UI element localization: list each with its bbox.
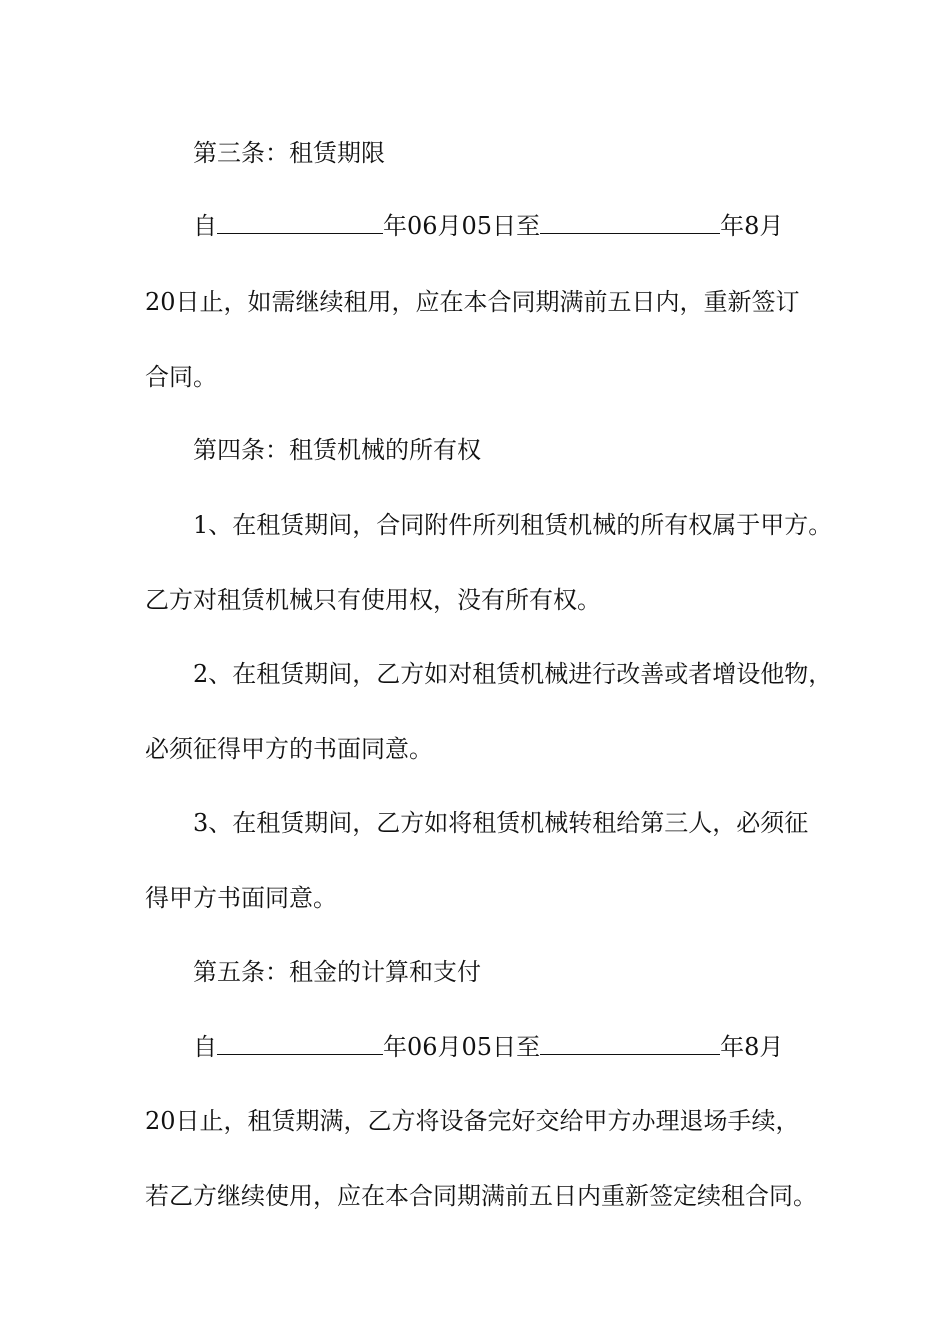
article-5-text-line-3: 若乙方继续使用，应在本合同期满前五日内重新签定续租合同。 (145, 1182, 817, 1210)
article-3-date-line (193, 211, 783, 241)
date-prefix: 自 (193, 212, 217, 240)
article-4-para-2-line-2: 必须征得甲方的书面同意。 (145, 735, 433, 763)
start-year-blank (217, 1032, 383, 1055)
article-5-heading: 第五条：租金的计算和支付 (193, 958, 481, 986)
article-5-date-line (193, 1032, 783, 1062)
article-5-text-line-2: 20日止，租赁期满，乙方将设备完好交给甲方办理退场手续， (145, 1107, 800, 1135)
article-3-text-line-2: 20日止，如需继续租用，应在本合同期满前五日内，重新签订 (145, 288, 800, 316)
article-4-para-3-line-1: 3、在租赁期间，乙方如将租赁机械转租给第三人，必须征 (193, 809, 809, 837)
date-mid: 年06月05日至 (383, 1033, 541, 1061)
article-4-para-2-line-1: 2、在租赁期间，乙方如对租赁机械进行改善或者增设他物， (193, 660, 833, 688)
end-year-blank (540, 1032, 720, 1055)
end-year-blank (540, 211, 720, 234)
article-4-heading: 第四条：租赁机械的所有权 (193, 436, 481, 464)
date-suffix: 年8月 (720, 1033, 784, 1061)
start-year-blank (217, 211, 383, 234)
article-3-text-line-3: 合同。 (145, 363, 217, 391)
date-mid: 年06月05日至 (383, 212, 541, 240)
article-4-para-1-line-2: 乙方对租赁机械只有使用权，没有所有权。 (145, 586, 601, 614)
article-4-para-3-line-2: 得甲方书面同意。 (145, 884, 337, 912)
article-4-para-1-line-1: 1、在租赁期间，合同附件所列租赁机械的所有权属于甲方。 (193, 511, 833, 539)
date-prefix: 自 (193, 1033, 217, 1061)
article-3-heading: 第三条：租赁期限 (193, 139, 385, 167)
date-suffix: 年8月 (720, 212, 784, 240)
